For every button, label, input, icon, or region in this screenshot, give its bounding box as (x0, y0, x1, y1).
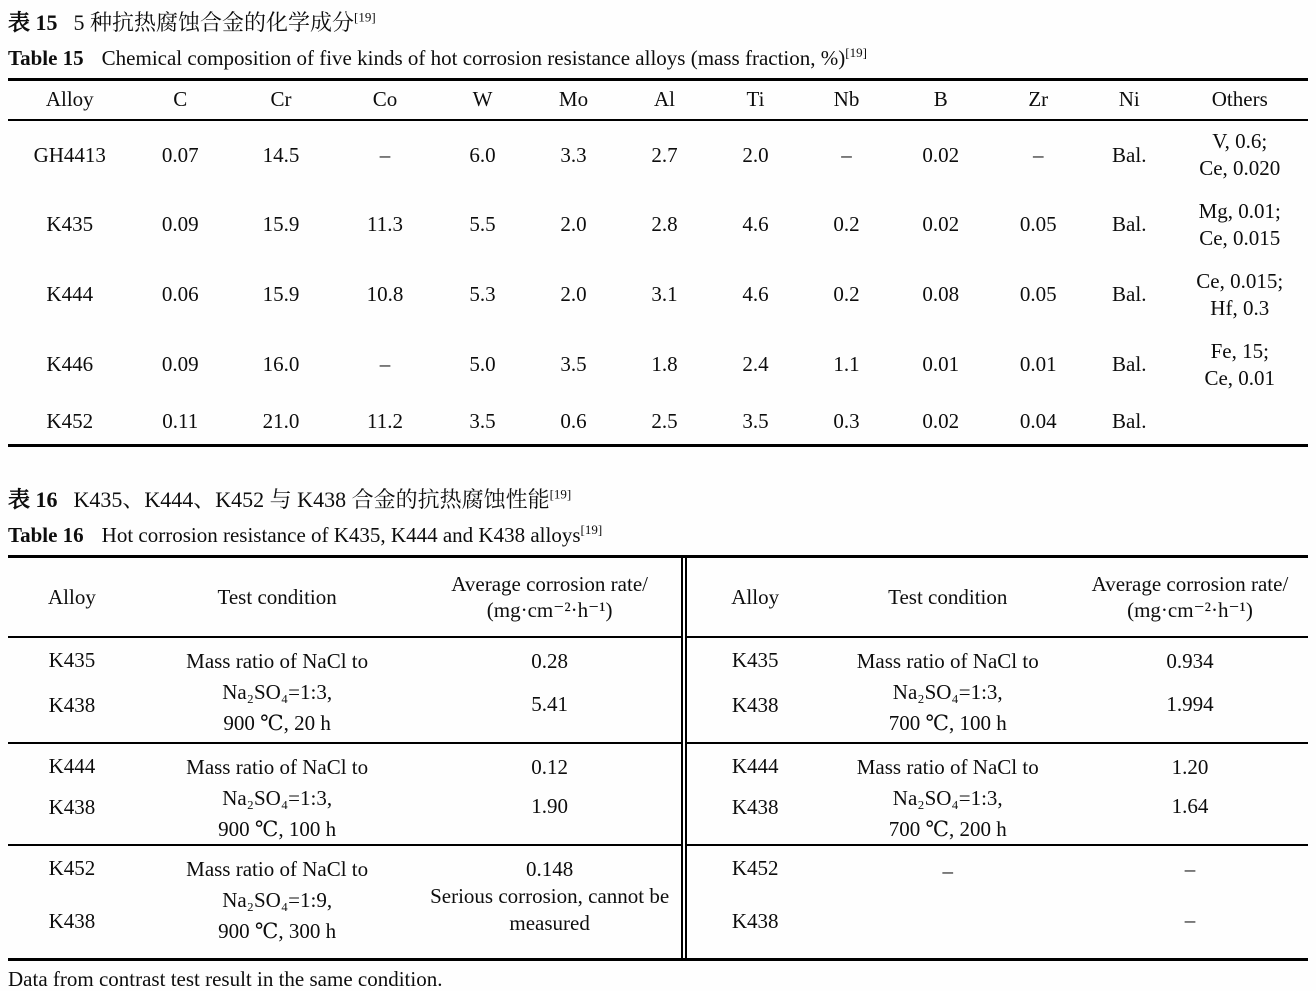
rate-value: 1.90 (531, 794, 569, 819)
alloy-name: K435 (731, 648, 779, 673)
cell-zr: 0.01 (1019, 352, 1057, 377)
others-line-1: Fe, 15; (1210, 338, 1269, 363)
table15-col-al: Al (619, 80, 710, 120)
cell-zr: 0.04 (1019, 409, 1057, 434)
cell-co: 11.3 (367, 212, 403, 237)
cell-ti: 3.5 (742, 409, 769, 434)
table15-row-k446 (8, 330, 1308, 400)
corrosion-rates (1072, 744, 1308, 844)
alloy-name: K438 (48, 909, 96, 934)
cell-w: 5.3 (469, 282, 496, 307)
corrosion-rates (418, 846, 680, 958)
rate-value: Serious corrosion, cannot be measured (430, 884, 670, 936)
cell-b: 0.01 (922, 352, 960, 377)
others-line-1: V, 0.6; (1212, 129, 1268, 154)
alloy-name: K452 (48, 856, 96, 881)
cell-alloy: K435 (46, 212, 94, 237)
others-line-2: Ce, 0.01 (1204, 365, 1276, 390)
rate-value: – (1184, 857, 1196, 882)
cell-others (1172, 120, 1309, 190)
table16-right-group-2 (687, 742, 1308, 844)
table15-caption-zh-label: 表 15 (8, 10, 58, 35)
cell-co: 10.8 (366, 282, 404, 307)
cell-alloy: K452 (46, 409, 94, 434)
cell-nb: 0.3 (833, 409, 860, 434)
cell-co: 11.2 (367, 409, 403, 434)
table15-caption-zh-ref: [19] (354, 9, 376, 25)
table15-row-k435 (8, 190, 1308, 260)
cell-c: 0.06 (161, 282, 199, 307)
alloy-pair (8, 846, 136, 958)
cell-cr: 15.9 (262, 212, 300, 237)
cell-w: 3.5 (469, 409, 496, 434)
test-condition: Mass ratio of NaCl to Na₂SO₄=1:3, 700 ℃, 100 h (856, 649, 1039, 736)
cell-b: 0.02 (922, 409, 960, 434)
cell-al: 2.5 (651, 409, 678, 434)
cell-others (1172, 190, 1309, 260)
alloy-name: K452 (731, 856, 779, 881)
table16-caption-zh-label: 表 16 (8, 487, 58, 513)
cell-b: 0.08 (922, 282, 960, 307)
cell-ti: 4.6 (742, 282, 769, 307)
cell-nb: 0.2 (833, 282, 860, 307)
table16-left-half (8, 558, 681, 958)
header-test-condition: Test condition (888, 584, 1008, 609)
cell-al: 2.8 (651, 212, 678, 237)
cell-c: 0.09 (161, 212, 199, 237)
rate-value: 1.994 (1166, 692, 1214, 717)
table15-col-zr: Zr (990, 80, 1088, 120)
table16-caption-en-text: Hot corrosion resistance of K435, K444 and K438 alloys (101, 522, 581, 547)
table15-row-k444 (8, 260, 1308, 330)
rate-value: 0.12 (531, 755, 569, 780)
table15-col-ti: Ti (710, 80, 801, 120)
test-condition: Mass ratio of NaCl to Na₂SO₄=1:3, 900 ℃, 20 h (186, 649, 369, 736)
table15-caption-en-label: Table 15 (8, 45, 84, 70)
alloy-name: K438 (731, 693, 779, 718)
header-corrosion-rate: Average corrosion rate/ (mg·cm⁻²·h⁻¹) (1091, 571, 1289, 623)
cell-nb: 1.1 (833, 352, 860, 377)
cell-alloy: K444 (46, 282, 94, 307)
alloy-name: K444 (48, 754, 96, 779)
table16-caption-en-label: Table 16 (8, 522, 84, 547)
table16-right-group-3 (687, 844, 1308, 958)
rate-value: 0.934 (1166, 649, 1214, 674)
table15-col-alloy: Alloy (8, 80, 132, 120)
table15-col-cr: Cr (229, 80, 333, 120)
header-alloy: Alloy (731, 584, 780, 609)
table16 (8, 555, 1308, 961)
rate-value: 5.41 (531, 692, 569, 717)
alloy-pair (687, 744, 824, 844)
table16-right-half (681, 558, 1308, 958)
alloy-name: K444 (731, 754, 779, 779)
table15-col-nb: Nb (801, 80, 892, 120)
table16-right-group-1 (687, 638, 1308, 742)
cell-w: 6.0 (469, 142, 496, 167)
table15-col-co: Co (333, 80, 437, 120)
corrosion-rates (418, 744, 680, 844)
cell-mo: 0.6 (560, 409, 587, 434)
table15-col-others: Others (1172, 80, 1309, 120)
table15-row-gh4413 (8, 120, 1308, 190)
table15-caption-en-text: Chemical composition of five kinds of hot corrosion resistance alloys (mass fraction, %) (101, 45, 846, 70)
table15-caption-zh (8, 8, 1308, 38)
cell-ni: Bal. (1112, 352, 1147, 377)
rate-value: 0.148 (526, 857, 574, 882)
cell-c: 0.09 (161, 352, 199, 377)
cell-cr: 15.9 (262, 282, 300, 307)
cell-co: – (379, 352, 391, 377)
cell-ni: Bal. (1112, 212, 1147, 237)
alloy-name: K435 (48, 648, 96, 673)
table15-header-row (8, 80, 1308, 120)
table16-footnote: Data from contrast test result in the same condition. (8, 967, 443, 991)
cell-cr: 21.0 (262, 409, 300, 434)
cell-al: 1.8 (651, 352, 678, 377)
alloy-name: K438 (731, 909, 779, 934)
cell-co: – (379, 142, 391, 167)
cell-w: 5.5 (469, 212, 496, 237)
rate-value: – (1184, 908, 1196, 933)
table16-left-group-1 (8, 638, 681, 742)
cell-zr: 0.05 (1019, 212, 1057, 237)
table15-row-k452 (8, 400, 1308, 446)
cell-nb: – (841, 142, 852, 167)
cell-nb: 0.2 (833, 212, 860, 237)
table15-caption-en (8, 44, 1308, 72)
cell-w: 5.0 (469, 352, 496, 377)
cell-ti: 2.4 (742, 352, 769, 377)
test-condition: Mass ratio of NaCl to Na₂SO₄=1:9, 900 ℃, 300 h (186, 857, 369, 944)
others-line-1: Mg, 0.01; (1198, 198, 1281, 223)
test-condition: – (942, 859, 953, 884)
table15-col-b: B (892, 80, 990, 120)
alloy-pair (687, 846, 824, 958)
table16-caption-zh (8, 485, 1308, 515)
table15-col-w: W (437, 80, 528, 120)
cell-cr: 16.0 (262, 352, 300, 377)
cell-mo: 2.0 (560, 282, 587, 307)
corrosion-rates (1072, 846, 1308, 958)
others-line-1: Ce, 0.015; (1196, 268, 1284, 293)
cell-b: 0.02 (922, 142, 960, 167)
corrosion-rates (1072, 638, 1308, 742)
table15-col-ni: Ni (1087, 80, 1172, 120)
table16-left-header (8, 558, 681, 638)
table15-col-mo: Mo (528, 80, 619, 120)
cell-ti: 4.6 (742, 212, 769, 237)
cell-c: 0.07 (161, 142, 199, 167)
header-test-condition: Test condition (217, 584, 337, 609)
alloy-name: K438 (48, 795, 96, 820)
others-line-2: Ce, 0.020 (1199, 156, 1281, 181)
table16-caption-zh-ref: [19] (549, 486, 572, 502)
cell-zr: 0.05 (1019, 282, 1057, 307)
cell-al: 3.1 (651, 282, 678, 307)
alloy-name: K438 (48, 693, 96, 718)
alloy-pair (8, 744, 136, 844)
cell-mo: 2.0 (560, 212, 587, 237)
table15-col-c: C (132, 80, 230, 120)
cell-al: 2.7 (651, 142, 678, 167)
table16-caption-zh-text: K435、K444、K452 与 K438 合金的抗热腐蚀性能 (73, 487, 550, 513)
others-line-2: Ce, 0.015 (1199, 225, 1281, 250)
cell-others (1172, 330, 1309, 400)
cell-ni: Bal. (1112, 282, 1147, 307)
header-corrosion-rate: Average corrosion rate/ (mg·cm⁻²·h⁻¹) (451, 571, 648, 623)
test-condition: Mass ratio of NaCl to Na₂SO₄=1:3, 900 ℃, 100 h (186, 755, 369, 842)
alloy-name: K438 (731, 795, 779, 820)
cell-others (1172, 260, 1309, 330)
table15 (8, 78, 1308, 447)
cell-ni: Bal. (1112, 142, 1147, 167)
table16-caption-en (8, 521, 1308, 549)
header-alloy: Alloy (48, 584, 96, 609)
cell-zr: – (1033, 142, 1044, 167)
test-condition: Mass ratio of NaCl to Na₂SO₄=1:3, 700 ℃, 200 h (856, 755, 1039, 842)
cell-others (1172, 400, 1309, 446)
table16-right-header (687, 558, 1308, 638)
table15-caption-zh-text: 5 种抗热腐蚀合金的化学成分 (73, 10, 355, 35)
table16-left-group-2 (8, 742, 681, 844)
corrosion-rates (418, 638, 680, 742)
cell-b: 0.02 (922, 212, 960, 237)
cell-ni: Bal. (1112, 409, 1147, 434)
table16-caption-en-ref: [19] (580, 521, 603, 537)
cell-alloy: GH4413 (33, 142, 106, 167)
table15-caption-en-ref: [19] (845, 44, 867, 60)
alloy-pair (687, 638, 824, 742)
rate-value: 1.20 (1171, 755, 1209, 780)
rate-value: 0.28 (531, 649, 569, 674)
table16-left-group-3 (8, 844, 681, 958)
rate-value: 1.64 (1171, 794, 1209, 819)
cell-c: 0.11 (162, 409, 199, 434)
others-line-2: Hf, 0.3 (1210, 295, 1270, 320)
cell-alloy: K446 (46, 352, 94, 377)
cell-cr: 14.5 (262, 142, 300, 167)
cell-ti: 2.0 (742, 142, 769, 167)
cell-mo: 3.3 (560, 142, 587, 167)
alloy-pair (8, 638, 136, 742)
cell-mo: 3.5 (560, 352, 587, 377)
